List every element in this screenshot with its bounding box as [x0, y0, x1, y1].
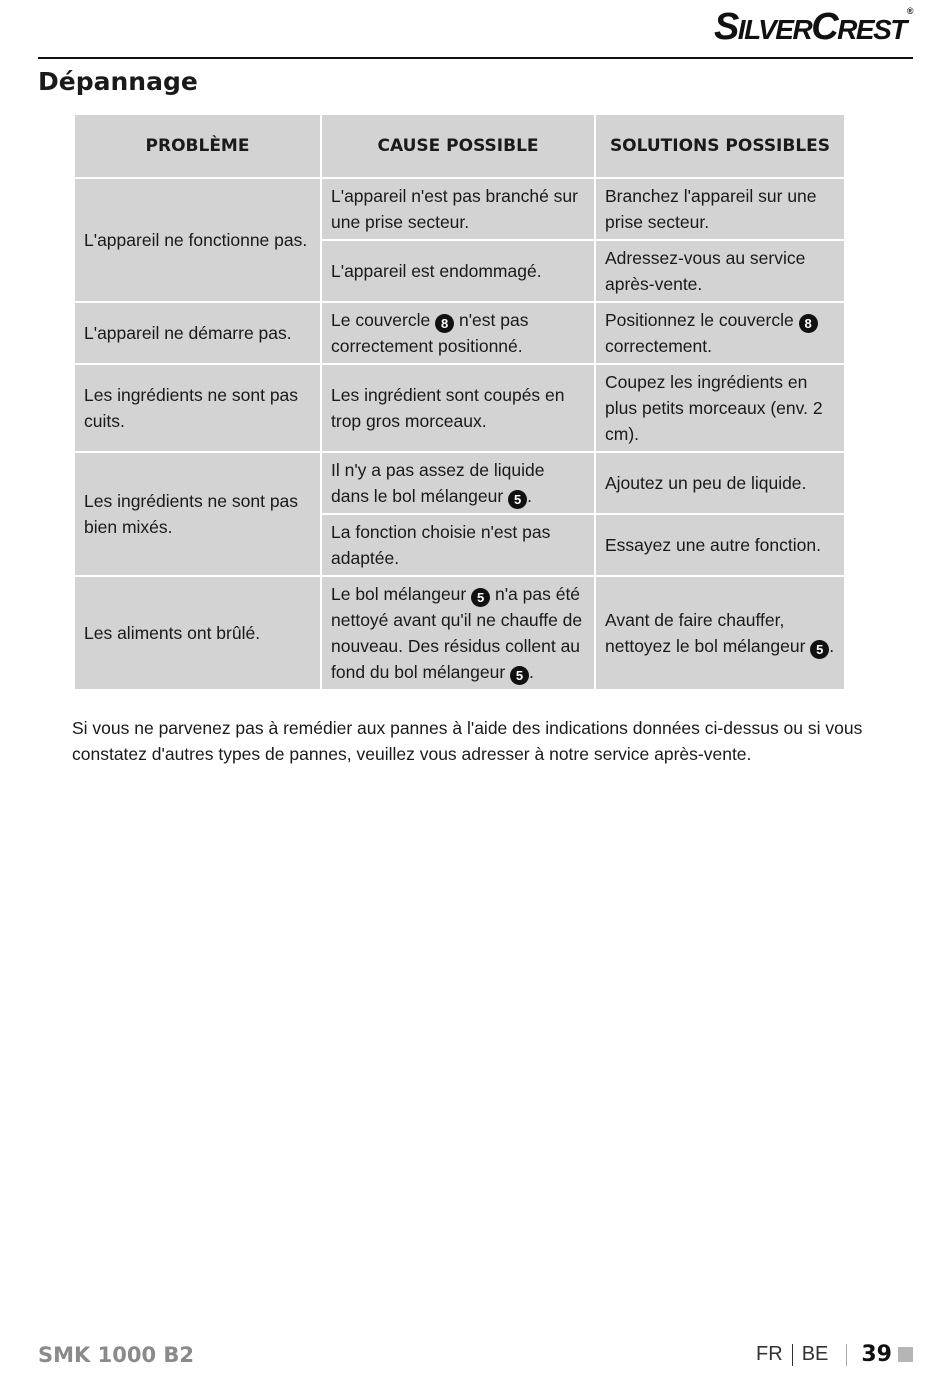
cell-text: correctement.: [605, 336, 712, 356]
cell-text: Avant de faire chauffer, nettoyez le bol mélangeur: [605, 610, 811, 656]
cell-text: .: [529, 662, 534, 682]
solution-cell: [595, 302, 845, 364]
problem-cell: Les ingrédients ne sont pas bien mixés.: [74, 452, 321, 576]
lang-divider: [792, 1344, 793, 1366]
footer-model: SMK 1000 B2: [38, 1343, 194, 1367]
cell-text: Essayez une autre fonction.: [605, 535, 821, 555]
page-number: 39: [861, 1342, 892, 1367]
cause-cell: [321, 178, 595, 240]
reference-number-badge: 5: [508, 490, 527, 509]
solution-cell: [595, 576, 845, 690]
cell-text: Adressez-vous au service après-vente.: [605, 248, 806, 294]
cause-cell: [321, 514, 595, 576]
column-header-cause: CAUSE POSSIBLE: [321, 114, 595, 178]
solution-cell: [595, 178, 845, 240]
problem-cell: Les aliments ont brûlé.: [74, 576, 321, 690]
table-row: [74, 364, 845, 452]
problem-cell: L'appareil ne fonctionne pas.: [74, 178, 321, 302]
column-header-solutions: SOLUTIONS POSSIBLES: [595, 114, 845, 178]
cell-text: .: [527, 486, 532, 506]
solution-cell: [595, 452, 845, 514]
cell-text: L'appareil n'est pas branché sur une prise secteur.: [331, 186, 578, 232]
cell-text: Ajoutez un peu de liquide.: [605, 473, 807, 493]
footer-lang-fr: FR: [756, 1343, 783, 1365]
cell-text: Il n'y a pas assez de liquide dans le bol mélangeur: [331, 460, 545, 506]
cell-text: L'appareil est endommagé.: [331, 261, 542, 281]
solution-cell: [595, 514, 845, 576]
column-header-problem: PROBLÈME: [74, 114, 321, 178]
table-row: [74, 576, 845, 690]
page-title: Dépannage: [38, 67, 198, 96]
problem-cell: L'appareil ne démarre pas.: [74, 302, 321, 364]
cell-text: n'est pas correctement positionné.: [331, 310, 529, 356]
table-header-row: [74, 114, 845, 178]
table-row: [74, 178, 845, 240]
cell-text: Coupez les ingrédients en plus petits morceaux (env. 2 cm).: [605, 372, 823, 444]
header-rule: [38, 57, 913, 59]
cell-text: Les ingrédient sont coupés en trop gros morceaux.: [331, 385, 565, 431]
table-row: [74, 452, 845, 514]
reference-number-badge: 5: [510, 666, 529, 685]
reference-number-badge: 5: [471, 588, 490, 607]
problem-cell: Les ingrédients ne sont pas cuits.: [74, 364, 321, 452]
cause-cell: [321, 364, 595, 452]
cell-text: Branchez l'appareil sur une prise secteur.: [605, 186, 817, 232]
cell-text: .: [829, 636, 835, 656]
solution-cell: [595, 364, 845, 452]
cause-cell: [321, 302, 595, 364]
solution-cell: [595, 240, 845, 302]
brand-logo: SILVERCREST®: [713, 6, 912, 48]
footer-lang-be: BE: [801, 1343, 829, 1365]
page-divider: [846, 1344, 847, 1366]
cause-cell: [321, 576, 595, 690]
cause-cell: [321, 452, 595, 514]
page-marker-square: [898, 1347, 913, 1362]
cause-cell: [321, 240, 595, 302]
footer-page-info: [756, 1342, 913, 1367]
cell-text: Le bol mélangeur: [331, 584, 472, 604]
table-body: [74, 178, 845, 690]
reference-number-badge: 8: [435, 314, 454, 333]
troubleshooting-table: [73, 113, 846, 691]
cell-text: La fonction choisie n'est pas adaptée.: [331, 522, 551, 568]
cell-text: Positionnez le couvercle: [605, 310, 799, 330]
reference-number-badge: 8: [799, 314, 818, 333]
cell-text: n'a pas été nettoyé avant qu'il ne chauffe de nouveau. Des résidus collent au fond du bol mélangeur: [331, 584, 583, 682]
cell-text: Le couvercle: [331, 310, 436, 330]
service-note: Si vous ne parvenez pas à remédier aux pannes à l'aide des indications données ci-dessus ou si vous constatez d'autres types de pannes, veuillez vous adresser à notre service après-vente.: [72, 718, 863, 764]
reference-number-badge: 5: [810, 640, 829, 659]
table-row: [74, 302, 845, 364]
